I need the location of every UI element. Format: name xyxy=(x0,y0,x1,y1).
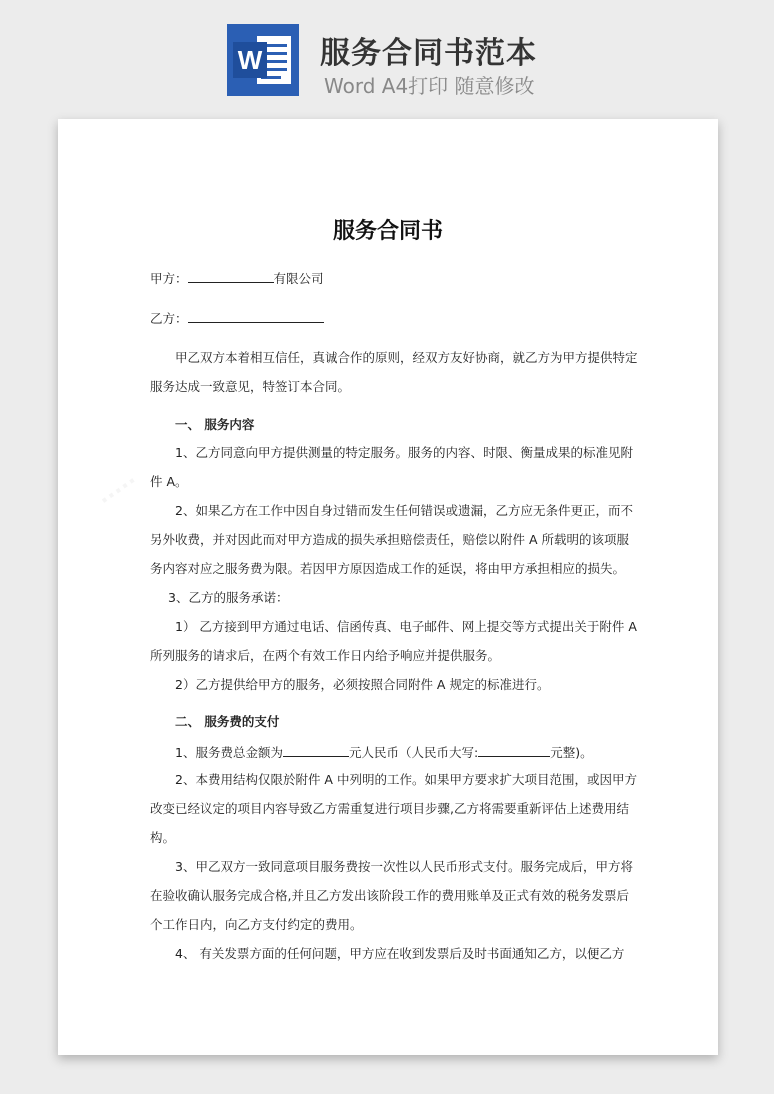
header xyxy=(0,0,774,110)
paragraph-line: 所列服务的请求后，在两个有效工作日内给予响应并提供服务。 xyxy=(150,648,501,663)
paragraph-line: 4、 有关发票方面的任何问题，甲方应在收到发票后及时书面通知乙方，以便乙方 xyxy=(175,946,625,961)
paragraph-line: 构。 xyxy=(150,830,176,845)
paragraph-line: 改变已经议定的项目内容导致乙方需重复进行项目步骤,乙方将需要重新评估上述费用结 xyxy=(150,801,629,816)
section-heading: 一、 服务内容 xyxy=(175,417,255,432)
header-title: 服务合同书范本 xyxy=(320,36,537,71)
party-b-line xyxy=(150,309,630,327)
party-a-suffix: 有限公司 xyxy=(273,271,324,286)
paragraph-line: 1） 乙方接到甲方通过电话、信函传真、电子邮件、网上提交等方式提出关于附件 A xyxy=(175,619,637,634)
paragraph-line: 1、乙方同意向甲方提供测量的特定服务。服务的内容、时限、衡量成果的标准见附 xyxy=(175,445,633,460)
header-subtitle: Word A4打印 随意修改 xyxy=(324,74,535,98)
paragraph-line: 2、如果乙方在工作中因自身过错而发生任何错误或遗漏，乙方应无条件更正，而不 xyxy=(175,503,633,518)
fee-end: 元整)。 xyxy=(550,745,593,760)
paragraph-line: 服务达成一致意见，特签订本合同。 xyxy=(150,379,351,394)
watermark xyxy=(95,469,144,513)
paragraph-line: 个工作日内，向乙方支付约定的费用。 xyxy=(150,917,363,932)
party-b-blank[interactable] xyxy=(188,309,324,323)
paragraph-line: 件 A。 xyxy=(150,474,188,489)
paragraph-line: 2）乙方提供给甲方的服务，必须按照合同附件 A 规定的标准进行。 xyxy=(175,677,550,692)
paragraph-line: 在验收确认服务完成合格,并且乙方发出该阶段工作的费用账单及正式有效的税务发票后 xyxy=(150,888,629,903)
party-a-blank[interactable] xyxy=(188,269,274,283)
paragraph-line: 甲乙双方本着相互信任，真诚合作的原则，经双方友好协商，就乙方为甲方提供特定 xyxy=(175,350,638,365)
document-page xyxy=(58,119,718,1055)
party-b-label: 乙方： xyxy=(150,311,188,326)
party-a-label: 甲方： xyxy=(150,271,188,286)
paragraph-line: 3、乙方的服务承诺： xyxy=(168,590,289,605)
word-document-icon xyxy=(227,24,299,96)
fee-amount-blank[interactable] xyxy=(283,743,349,757)
fee-amount-line xyxy=(175,743,655,761)
fee-uppercase-blank[interactable] xyxy=(478,743,550,757)
fee-label: 1、服务费总金额为 xyxy=(175,745,283,760)
paragraph-line: 务内容对应之服务费为限。若因甲方原因造成工作的延误，将由甲方承担相应的损失。 xyxy=(150,561,626,576)
party-a-line xyxy=(150,269,630,287)
paragraph-line: 3、甲乙双方一致同意项目服务费按一次性以人民币形式支付。服务完成后，甲方将 xyxy=(175,859,633,874)
section-heading: 二、 服务费的支付 xyxy=(175,714,280,729)
svg-text:W: W xyxy=(237,45,263,75)
document-title: 服务合同书 xyxy=(332,219,443,244)
fee-unit: 元人民币（人民币大写: xyxy=(348,745,479,760)
paragraph-line: 2、本费用结构仅限於附件 A 中列明的工作。如果甲方要求扩大项目范围，或因甲方 xyxy=(175,772,637,787)
paragraph-line: 另外收费，并对因此而对甲方造成的损失承担赔偿责任，赔偿以附件 A 所载明的该项服 xyxy=(150,532,629,547)
